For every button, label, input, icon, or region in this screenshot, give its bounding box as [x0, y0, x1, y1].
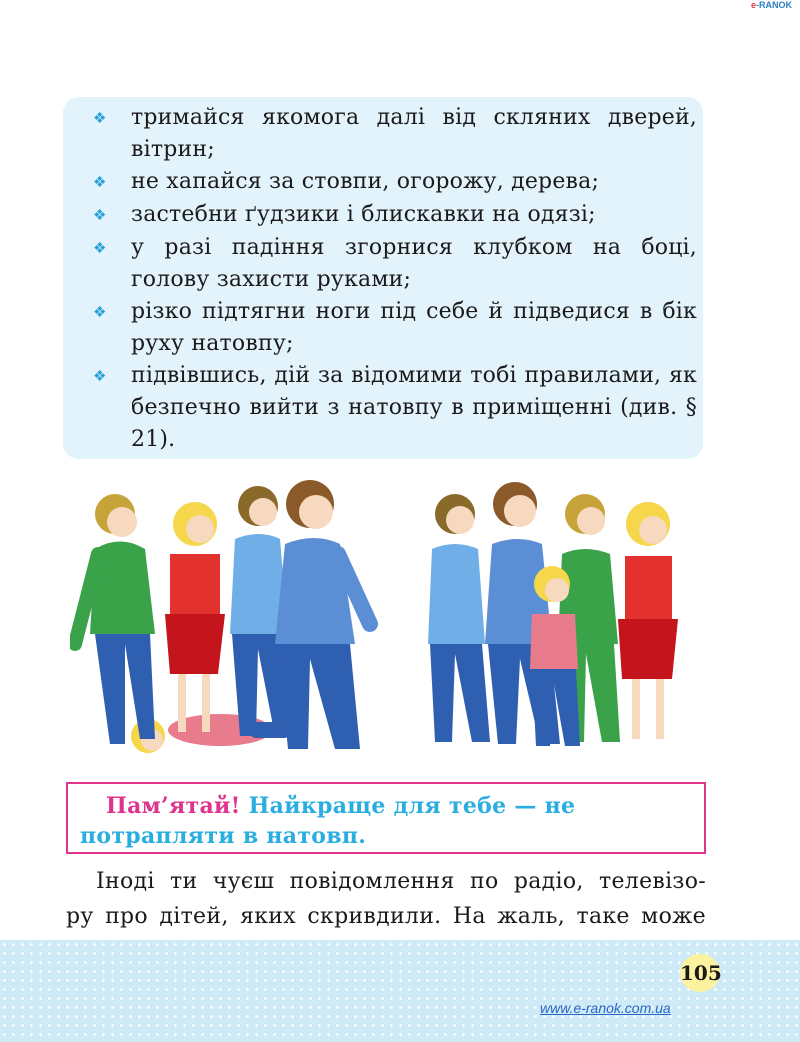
rule-item — [93, 296, 697, 360]
rule-text: різко підтягни ноги під себе й підведися в бік руху натовпу; — [131, 299, 697, 356]
fallen-child — [131, 714, 290, 753]
rule-item — [93, 360, 697, 456]
diamond-bullet-icon: ❖ — [93, 173, 107, 191]
remember-label: Пам’ятай! — [106, 793, 241, 819]
page-number: 105 — [680, 954, 720, 992]
body-line: ру про дітей, яких скривдили. На жаль, таке може — [66, 904, 706, 929]
rule-item — [93, 199, 697, 231]
rule-text: не хапайся за стовпи, огорожу, дерева; — [131, 169, 600, 194]
rule-item — [93, 102, 697, 166]
rule-item — [93, 232, 697, 296]
diamond-bullet-icon: ❖ — [93, 206, 107, 224]
rule-text: застебни ґудзики і блискавки на одязі; — [131, 202, 596, 227]
diamond-bullet-icon: ❖ — [93, 303, 107, 321]
rules-box — [63, 97, 703, 459]
diamond-bullet-icon: ❖ — [93, 367, 107, 385]
remember-text: Найкраще для тебе — не потрапляти в натовп. — [80, 793, 576, 849]
diamond-bullet-icon: ❖ — [93, 109, 107, 127]
person-red-left — [165, 502, 225, 732]
rule-text: у разі падіння згорнися клубком на боці, голову захисти руками; — [131, 235, 697, 292]
body-paragraph — [66, 864, 706, 934]
publisher-logo — [751, 0, 792, 10]
left-crowd-group — [75, 480, 370, 753]
page-footer — [0, 940, 800, 1042]
site-link[interactable]: www.e-ranok.com.ua — [540, 1000, 671, 1016]
rule-item — [93, 166, 697, 198]
rule-text: підвівшись, дій за відомими тобі правилами, як безпечно вийти з натовпу в приміщенні (див. § 21). — [131, 363, 697, 452]
rule-text: тримайся якомога далі від скляних дверей, вітрин; — [131, 105, 697, 162]
person-green-left — [75, 494, 155, 744]
logo-text: -RANOK — [756, 0, 792, 10]
right-crowd-group — [428, 482, 678, 746]
person-blue-left — [275, 480, 370, 749]
logo-prefix: e — [750, 0, 756, 10]
diamond-bullet-icon: ❖ — [93, 239, 107, 257]
person-lightblue-right — [428, 494, 490, 742]
remember-box — [66, 782, 706, 854]
body-line: Іноді ти чуєш повідомлення по радіо, телевізо- — [96, 869, 706, 894]
crowd-illustration — [70, 474, 770, 774]
person-red-right — [618, 502, 678, 739]
